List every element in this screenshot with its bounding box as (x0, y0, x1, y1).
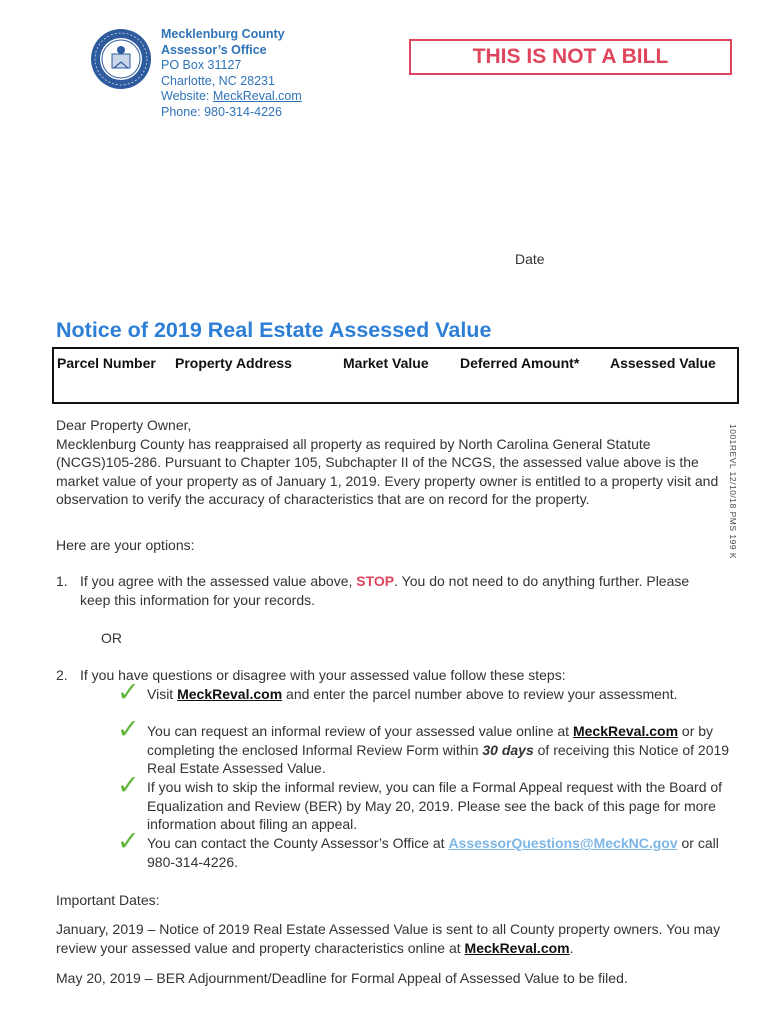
meckreval-link[interactable]: MeckReval.com (464, 939, 570, 956)
intro-paragraph (56, 416, 726, 509)
county-seal-icon (90, 28, 152, 90)
step-formal-appeal: If you wish to skip the informal review, you can file a Formal Appeal request with the Board of Equalization and Review (BER) by May 20, 2019. Please see the back of this page for more information about filing an appeal. (147, 779, 723, 833)
header-parcel-number: Parcel Number (57, 355, 156, 371)
meckreval-link[interactable]: MeckReval.com (572, 723, 679, 739)
header-assessed-value: Assessed Value (610, 355, 716, 371)
website-line: Website: MeckReval.com (161, 89, 302, 104)
or-separator: OR (101, 630, 122, 646)
checkmark-icon: ✓ (117, 826, 140, 857)
city-state-zip: Charlotte, NC 28231 (161, 73, 275, 88)
step-informal-review: You can request an informal review of your assessed value online at MeckReval.com or by completing the enclosed Informal Review Form within 30 days of receiving this Notice of 2019 Real Estate Assessed Value. (147, 723, 730, 777)
parcel-table (52, 347, 739, 404)
stop-text: STOP (356, 573, 395, 589)
header-property-address: Property Address (175, 355, 292, 371)
po-box: PO Box 31127 (161, 58, 242, 73)
option-1-number: 1. (56, 573, 68, 589)
step-visit-site: Visit MeckReval.com and enter the parcel number above to review your assessment. (147, 686, 678, 702)
checkmark-icon: ✓ (117, 677, 140, 708)
header-deferred-amount: Deferred Amount* (460, 355, 580, 371)
office-name: Assessor’s Office (161, 42, 267, 57)
option-1-text: If you agree with the assessed value above, STOP. You do not need to do anything further. Please keep this information for your records. (80, 573, 690, 608)
meckreval-link[interactable]: MeckReval.com (177, 686, 283, 702)
january-date-note: January, 2019 – Notice of 2019 Real Estate Assessed Value is sent to all County property owners. You may review your assessed value and property characteristics online at MeckReval.com. (56, 921, 721, 956)
assessor-email-link[interactable]: AssessorQuestions@MeckNC.gov (448, 835, 678, 851)
step-contact: You can contact the County Assessor’s Office at AssessorQuestions@MeckNC.gov or call 980-314-4226. (147, 835, 719, 870)
intro-text: Mecklenburg County has reappraised all property as required by North Carolina General Statute (NCGS)105-286. Pursuant to Chapter 105, Subchapter II of the NCGS, the assessed value above is the market value of your property as of January 1, 2019. Every property owner is entitled to a property visit and observation to verify the accuracy of characteristics that are on record for the property. (56, 435, 719, 508)
checkmark-icon: ✓ (117, 714, 140, 745)
website-link[interactable]: MeckReval.com (212, 89, 302, 104)
not-a-bill-banner: THIS IS NOT A BILL (409, 39, 732, 75)
checkmark-icon: ✓ (117, 770, 140, 801)
notice-title: Notice of 2019 Real Estate Assessed Value (56, 318, 492, 342)
option-1 (56, 572, 726, 612)
option-2-text: If you have questions or disagree with your assessed value follow these steps: (80, 667, 566, 683)
option-2 (56, 666, 726, 686)
option-2-number: 2. (56, 667, 68, 683)
assessor-office-address (161, 27, 302, 121)
thirty-days: 30 days (482, 741, 534, 758)
may-date-note: May 20, 2019 – BER Adjournment/Deadline for Formal Appeal of Assessed Value to be filed. (56, 970, 628, 986)
county-name: Mecklenburg County (161, 27, 285, 41)
important-dates-heading: Important Dates: (56, 892, 160, 908)
phone-line: Phone: 980-314-4226 (161, 104, 282, 119)
options-heading: Here are your options: (56, 537, 195, 553)
header-market-value: Market Value (343, 355, 429, 371)
greeting: Dear Property Owner, (56, 417, 192, 433)
date-label: Date (515, 251, 545, 267)
form-code: 1001REVL 12/10/18 PMS 199 K (728, 424, 738, 560)
